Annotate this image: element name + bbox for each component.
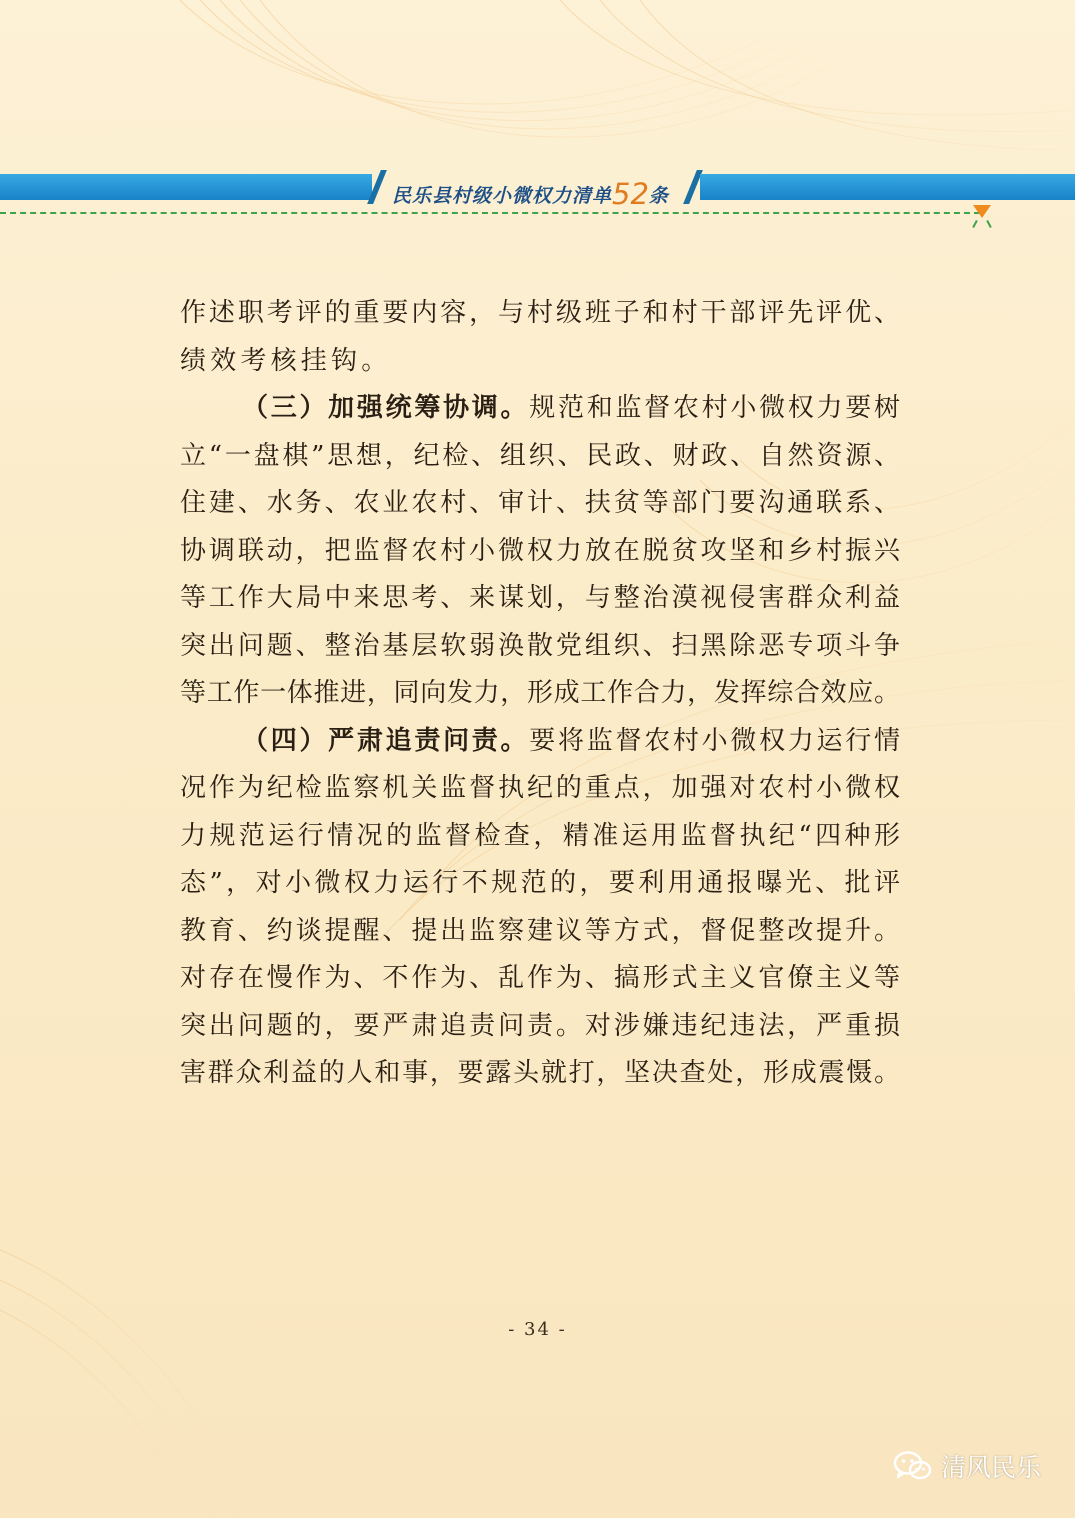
body-line-section-4: [180, 718, 900, 766]
header-title-suffix: 条: [648, 185, 669, 207]
body-line: 作述职考评的重要内容，与村级班子和村干部评先评优、: [180, 298, 900, 328]
section-4-heading: （四）严肃追责问责。: [242, 725, 530, 756]
watermark-label: 清风民乐: [941, 1453, 1042, 1482]
body-line: 态”，对小微权力运行不规范的，要利用通报曝光、批评: [180, 868, 900, 898]
body-line: 协调联动，把监督农村小微权力放在脱贫攻坚和乡村振兴: [180, 535, 900, 566]
green-tick-left: [972, 220, 978, 228]
section-3-text: 规范和监督农村小微权力要树: [529, 393, 900, 423]
body-line: 教育、约谈提醒、提出监察建议等方式，督促整改提升。: [180, 915, 900, 946]
header-title-number: 52: [612, 177, 649, 211]
body-line-section-3: [180, 385, 900, 433]
header-title: [392, 175, 669, 211]
header-band-left: [0, 174, 372, 200]
header-band-right: [700, 174, 1075, 200]
body-line: 力规范运行情况的监督检查，精准运用监督执纪“四种形: [180, 820, 900, 851]
section-3-heading: （三）加强统筹协调。: [242, 393, 530, 423]
orange-triangle-marker: [973, 205, 991, 218]
body-line: 住建、水务、农业农村、审计、扶贫等部门要沟通联系、: [180, 488, 900, 518]
wechat-icon: [893, 1450, 933, 1482]
source-watermark[interactable]: [893, 1446, 1041, 1486]
page-number: - 34 -: [508, 1319, 567, 1340]
body-line: 害群众利益的人和事，要露头就打，坚决查处，形成震慑。: [180, 1058, 900, 1088]
header-band: [0, 174, 1075, 224]
body-line: 绩效考核挂钩。: [180, 345, 392, 376]
body-line: 对存在慢作为、不作为、乱作为、搞形式主义官僚主义等: [180, 963, 900, 993]
body-line: 等工作大局中来思考、来谋划，与整治漠视侵害群众利益: [180, 583, 900, 613]
body-line: 突出问题、整治基层软弱涣散党组织、扫黑除恶专项斗争: [180, 630, 900, 661]
body-line: 立“一盘棋”思想，纪检、组织、民政、财政、自然资源、: [180, 440, 900, 471]
green-tick-right: [986, 220, 992, 228]
body-line: 突出问题的，要严肃追责问责。对涉嫌违纪违法，严重损: [180, 1010, 900, 1041]
body-line: 等工作一体推进，同向发力，形成工作合力，发挥综合效应。: [180, 678, 900, 708]
section-4-text: 要将监督农村小微权力运行情: [529, 725, 900, 756]
body-text: [180, 290, 900, 1098]
header-dashed-divider: [0, 212, 980, 214]
header-title-main: 民乐县村级小微权力清单: [392, 185, 613, 207]
body-line: 况作为纪检监察机关监督执纪的重点，加强对农村小微权: [180, 773, 900, 803]
